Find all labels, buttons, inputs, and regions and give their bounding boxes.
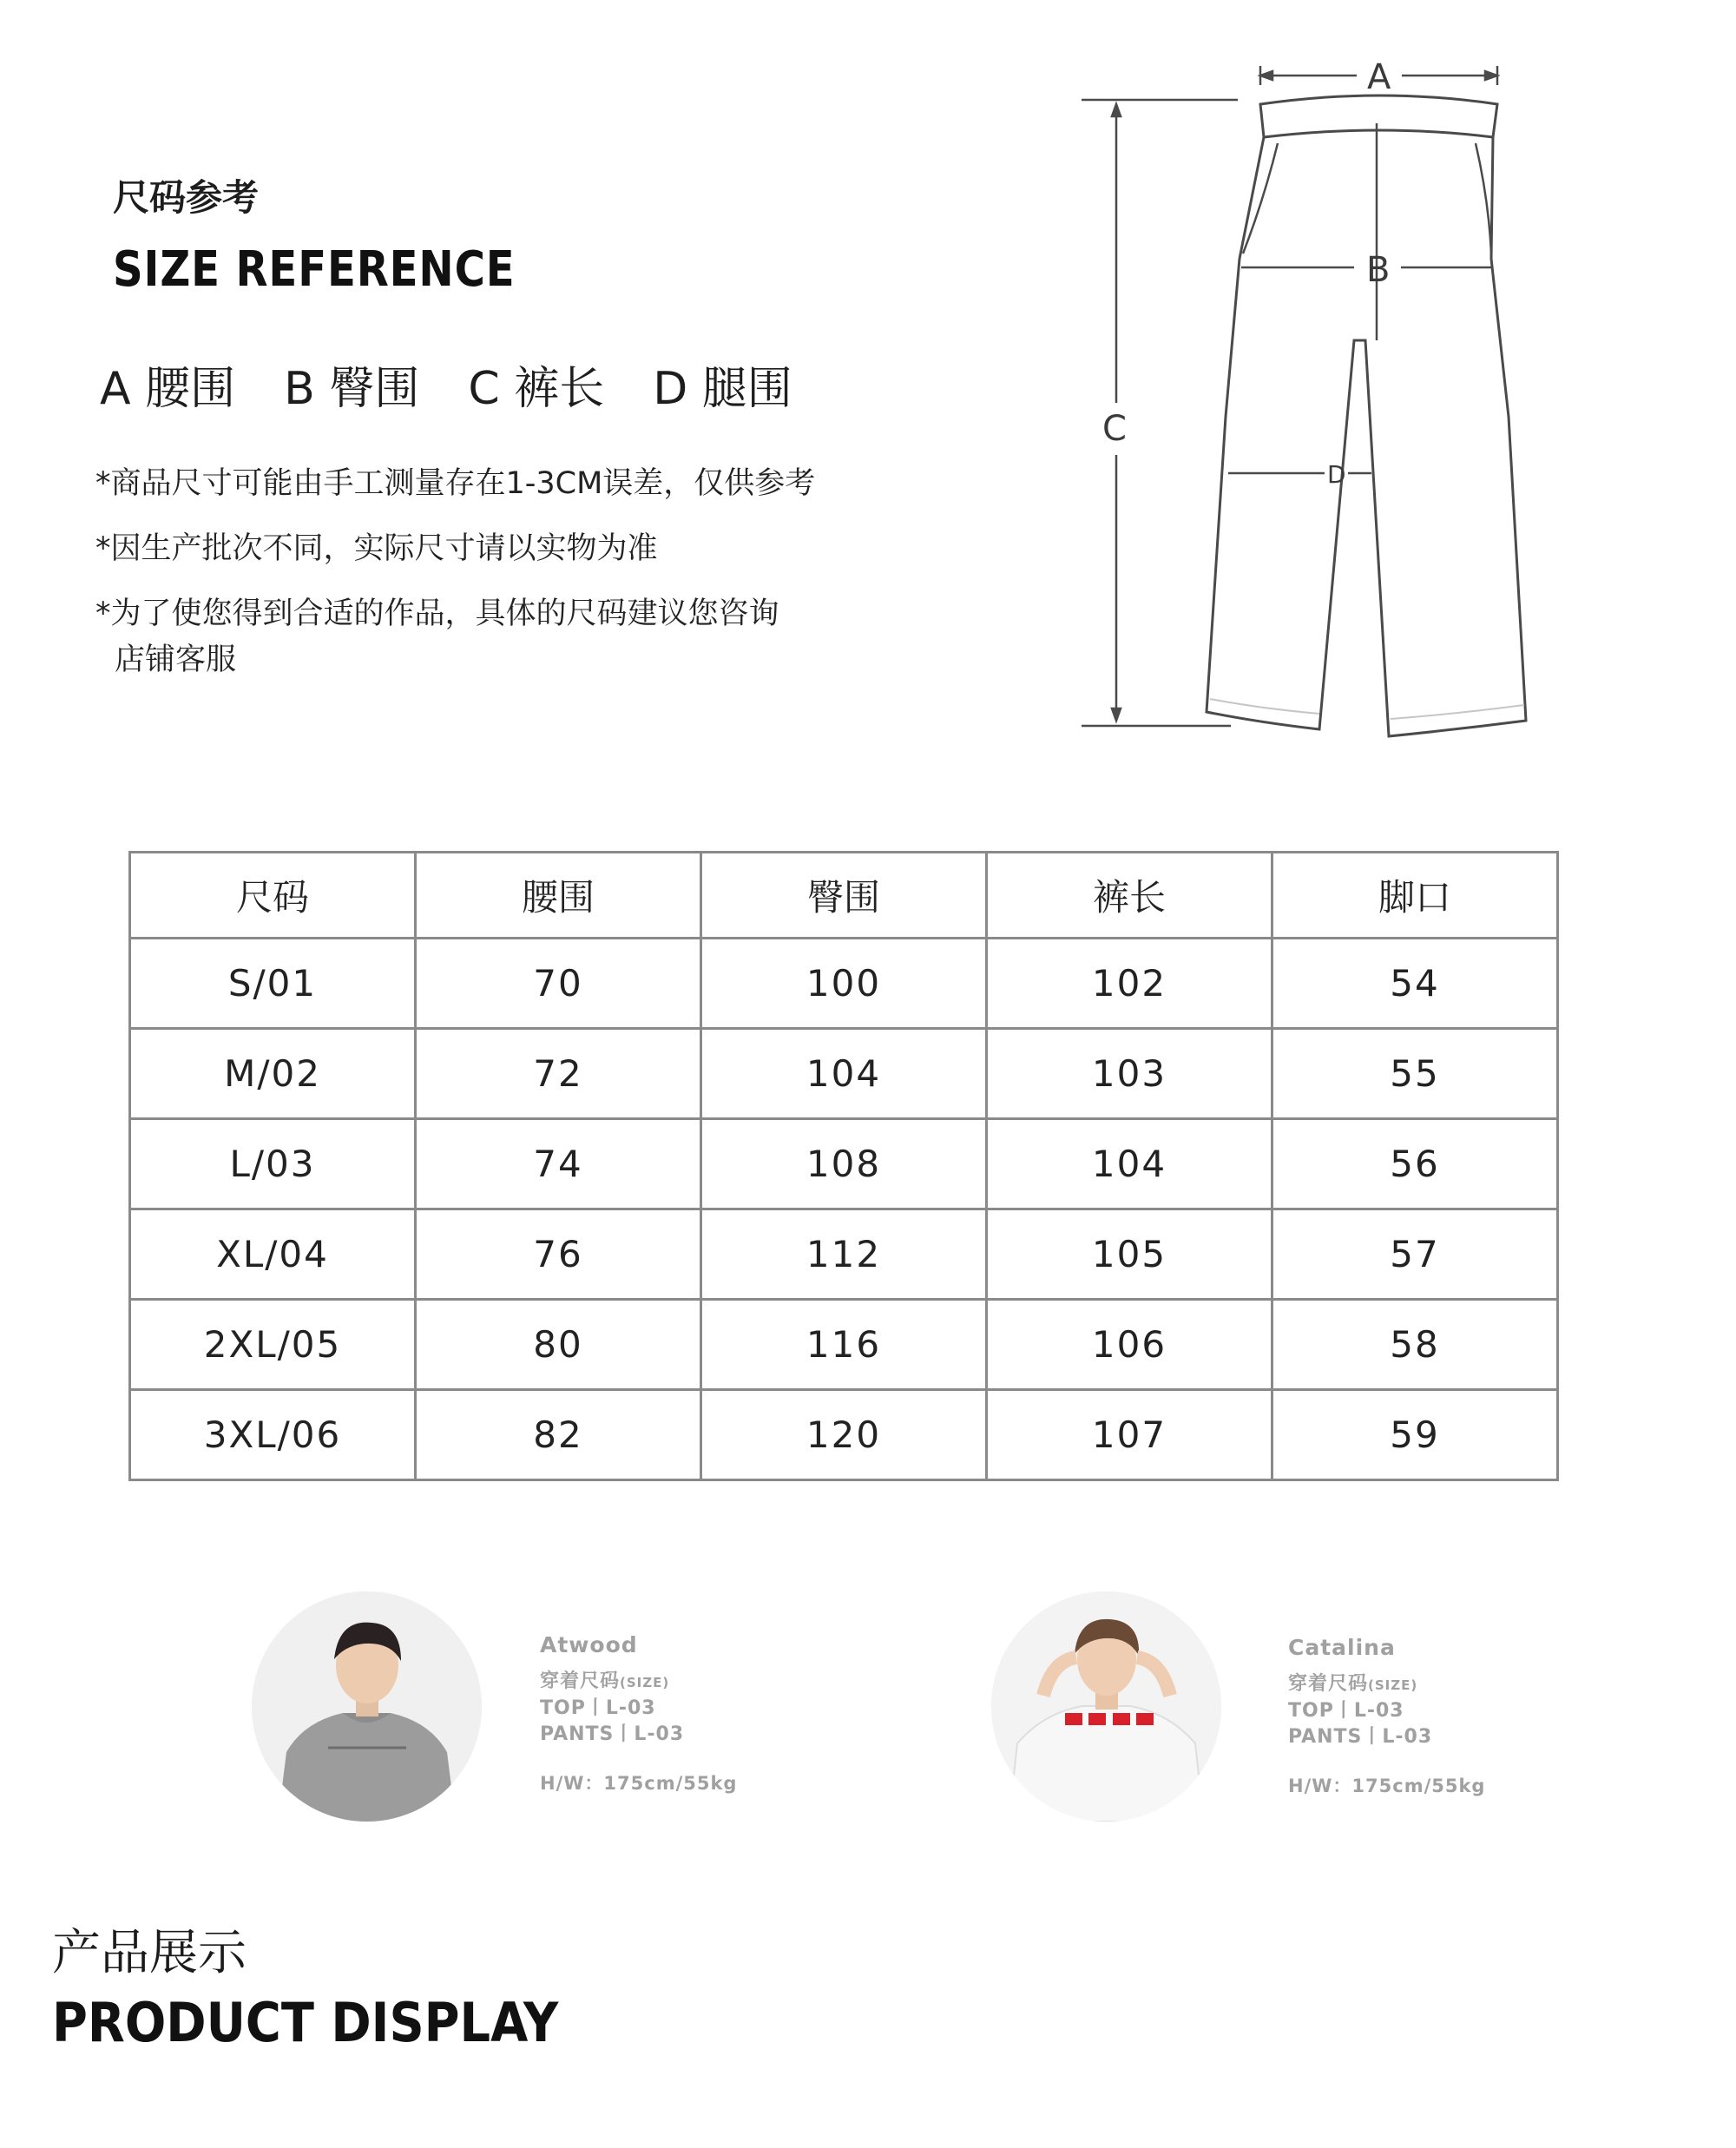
- cell-size: L/03: [130, 1119, 416, 1209]
- table-row: [130, 1209, 1558, 1300]
- cell-waist: 76: [416, 1209, 701, 1300]
- size-reference-title-cn: 尺码参考: [113, 176, 260, 219]
- legend-c: C 裤长: [468, 363, 605, 415]
- legend-b: B 臀围: [284, 363, 420, 415]
- model-photo-atwood: [252, 1591, 482, 1822]
- note-line: 店铺客服: [115, 642, 237, 677]
- cell-waist: 82: [416, 1390, 701, 1480]
- table-row: [130, 939, 1558, 1029]
- model-pants-size: PANTS丨L-03: [540, 1723, 685, 1745]
- model-size-label: 穿着尺码(SIZE): [540, 1670, 670, 1692]
- model-height-weight: H/W：175cm/55kg: [1288, 1776, 1486, 1796]
- table-header-row: [130, 853, 1558, 939]
- note-line: *商品尺寸可能由手工测量存在1-3CM误差，仅供参考: [95, 466, 816, 501]
- column-header-hip: 臀围: [701, 853, 987, 939]
- cell-length: 104: [987, 1119, 1272, 1209]
- label-d: D: [1327, 460, 1346, 489]
- cell-size: XL/04: [130, 1209, 416, 1300]
- note-line: *因生产批次不同，实际尺寸请以实物为准: [95, 531, 658, 566]
- note-line: *为了使您得到合适的作品，具体的尺码建议您咨询: [95, 596, 779, 631]
- cell-hem: 55: [1272, 1029, 1558, 1119]
- table-row: [130, 1300, 1558, 1390]
- size-notes: [95, 451, 920, 693]
- column-header-size: 尺码: [130, 853, 416, 939]
- cell-size: S/01: [130, 939, 416, 1029]
- cell-hem: 57: [1272, 1209, 1558, 1300]
- cell-hip: 100: [701, 939, 987, 1029]
- model-size-label: 穿着尺码(SIZE): [1288, 1673, 1418, 1695]
- cell-hip: 112: [701, 1209, 987, 1300]
- label-b: B: [1366, 250, 1391, 290]
- cell-hip: 116: [701, 1300, 987, 1390]
- model-name: Catalina: [1288, 1635, 1396, 1660]
- legend-a: A 腰围: [100, 363, 236, 415]
- column-header-length: 裤长: [987, 853, 1272, 939]
- cell-length: 106: [987, 1300, 1272, 1390]
- right-pocket: [1476, 143, 1491, 254]
- column-header-waist: 腰围: [416, 853, 701, 939]
- cell-hem: 59: [1272, 1390, 1558, 1480]
- size-table: [128, 851, 1559, 1481]
- cell-size: 2XL/05: [130, 1300, 416, 1390]
- column-header-hem: 脚口: [1272, 853, 1558, 939]
- model-pants-size: PANTS丨L-03: [1288, 1726, 1433, 1748]
- cell-length: 102: [987, 939, 1272, 1029]
- label-a: A: [1367, 57, 1391, 97]
- pants-measurement-diagram: [1033, 35, 1658, 781]
- cell-hip: 104: [701, 1029, 987, 1119]
- model-top-size: TOP丨L-03: [540, 1697, 656, 1719]
- cell-hem: 54: [1272, 939, 1558, 1029]
- legend-d: D 腿围: [653, 363, 792, 415]
- cell-hip: 120: [701, 1390, 987, 1480]
- table-row: [130, 1390, 1558, 1480]
- model-name: Atwood: [540, 1632, 638, 1657]
- cell-length: 103: [987, 1029, 1272, 1119]
- cell-waist: 72: [416, 1029, 701, 1119]
- model-top-size: TOP丨L-03: [1288, 1700, 1404, 1722]
- product-display-title-cn: 产品展示: [52, 1925, 247, 1981]
- pants-outline: [1207, 137, 1526, 736]
- cell-waist: 70: [416, 939, 701, 1029]
- model-photo-catalina: [991, 1591, 1221, 1822]
- label-c: C: [1102, 409, 1127, 449]
- table-row: [130, 1029, 1558, 1119]
- cell-length: 107: [987, 1390, 1272, 1480]
- cell-length: 105: [987, 1209, 1272, 1300]
- waistband-outline: [1260, 96, 1497, 137]
- cell-size: M/02: [130, 1029, 416, 1119]
- cell-size: 3XL/06: [130, 1390, 416, 1480]
- cell-waist: 74: [416, 1119, 701, 1209]
- measurement-legend: [100, 352, 792, 417]
- size-reference-title-en: SIZE REFERENCE: [113, 241, 516, 298]
- product-display-title-en: PRODUCT DISPLAY: [52, 1991, 559, 2054]
- cell-hip: 108: [701, 1119, 987, 1209]
- cell-hem: 56: [1272, 1119, 1558, 1209]
- cell-hem: 58: [1272, 1300, 1558, 1390]
- table-row: [130, 1119, 1558, 1209]
- cell-waist: 80: [416, 1300, 701, 1390]
- model-info-atwood: [540, 1632, 737, 1796]
- model-height-weight: H/W：175cm/55kg: [540, 1773, 738, 1794]
- model-info-catalina: [1288, 1635, 1485, 1799]
